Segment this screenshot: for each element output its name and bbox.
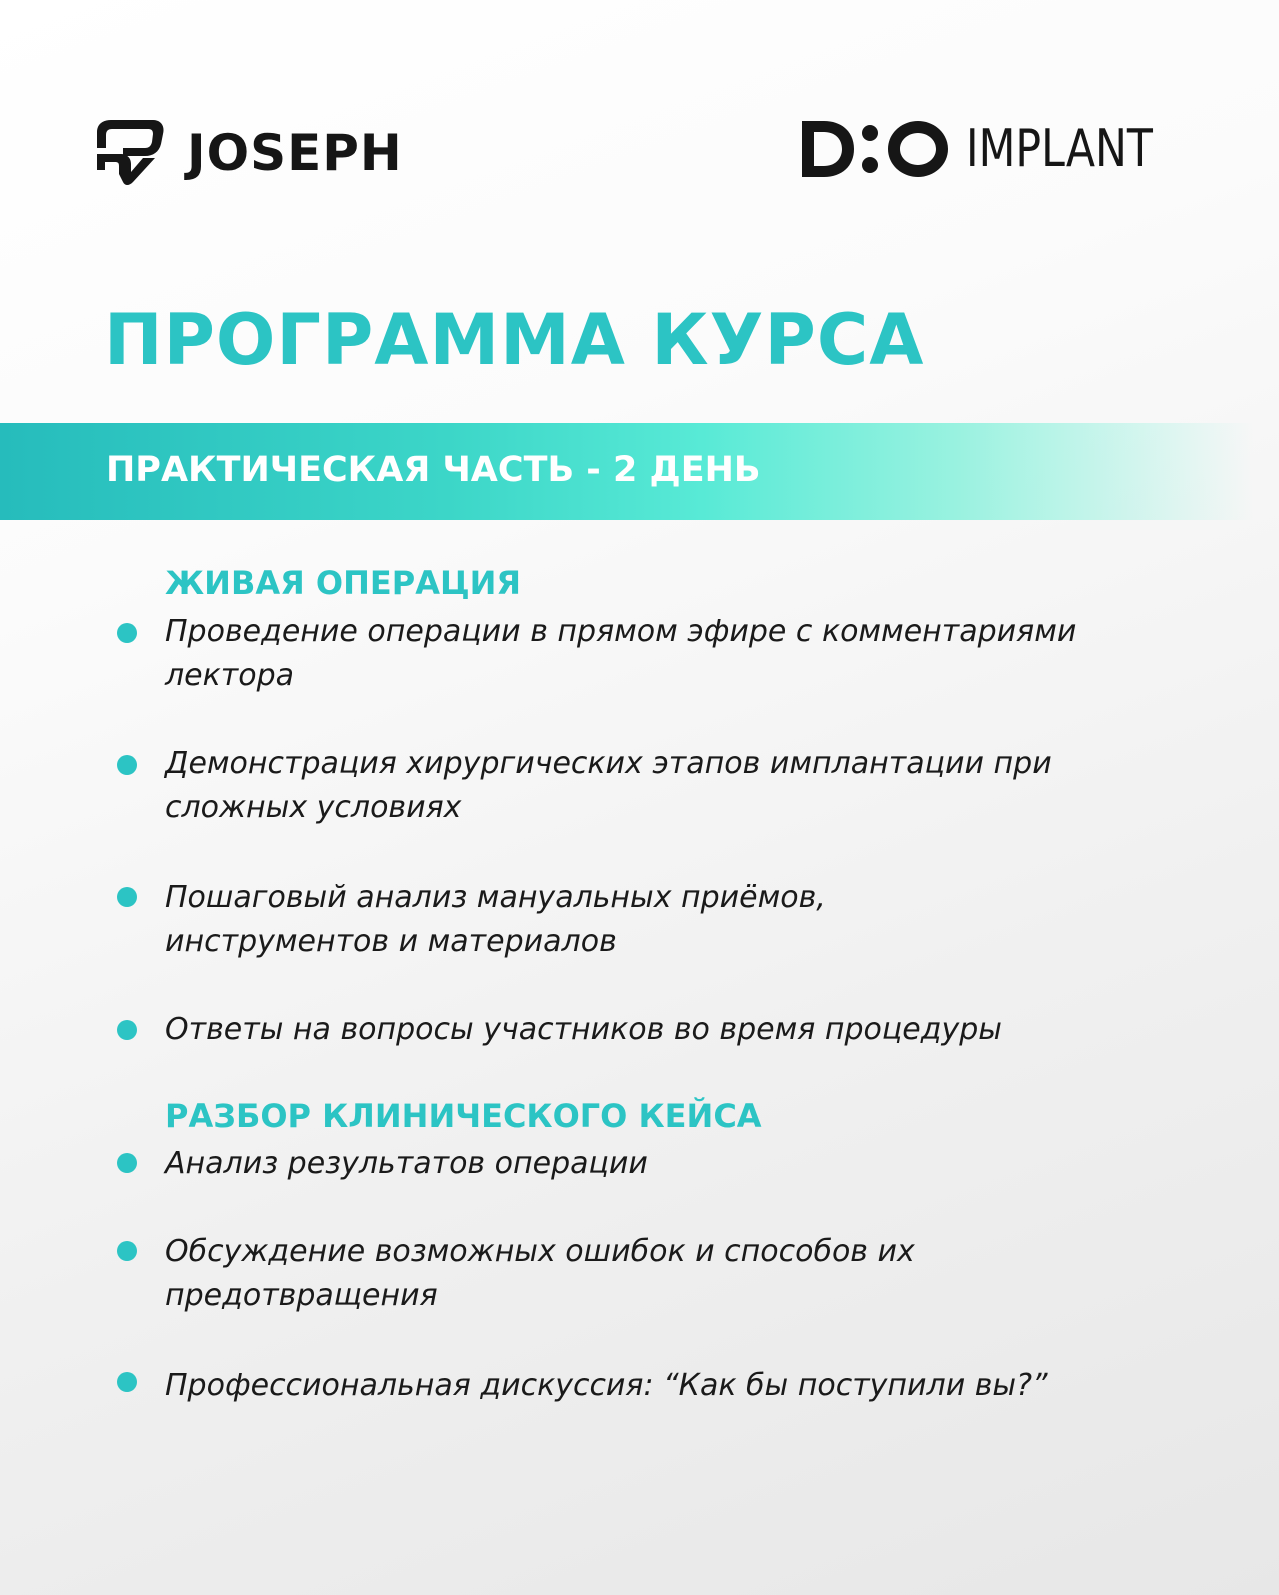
bullet-dot-icon [117, 1372, 137, 1392]
day-banner-label: ПРАКТИЧЕСКАЯ ЧАСТЬ - 2 ДЕНЬ [106, 450, 761, 490]
joseph-logo-text: JOSEPH [187, 124, 403, 182]
list-item-text: Анализ результатов операции [165, 1146, 648, 1181]
section-heading-case-review: РАЗБОР КЛИНИЧЕСКОГО КЕЙСА [165, 1097, 762, 1135]
list-item-text: Проведение операции в прямом эфире с комментариями лектора [165, 614, 1077, 693]
dio-implant-logo [802, 118, 1171, 180]
list-item-text: Пошаговый анализ мануальных приёмов, инструментов и материалов [165, 880, 826, 959]
bullet-dot-icon [117, 755, 137, 775]
list-item-text: Ответы на вопросы участников во время процедуры [165, 1012, 1002, 1047]
bullet-dot-icon [117, 623, 137, 643]
dio-mark-icon [802, 118, 950, 180]
page-title: ПРОГРАММА КУРСА [104, 299, 925, 381]
section-heading-live-operation: ЖИВАЯ ОПЕРАЦИЯ [165, 564, 522, 602]
bullet-dot-icon [117, 887, 137, 907]
joseph-tooth-icon [95, 118, 165, 188]
list-item-text: Профессиональная дискуссия: “Как бы поступили вы?” [165, 1368, 1048, 1403]
bullet-dot-icon [117, 1153, 137, 1173]
dio-implant-word: IMPLANT [966, 119, 1153, 179]
joseph-logo [95, 118, 403, 188]
bullet-dot-icon [117, 1020, 137, 1040]
list-item-text: Демонстрация хирургических этапов имплантации при сложных условиях [165, 746, 1052, 825]
list-item-text: Обсуждение возможных ошибок и способов их предотвращения [165, 1234, 915, 1313]
day-banner [0, 423, 1279, 520]
bullet-dot-icon [117, 1241, 137, 1261]
